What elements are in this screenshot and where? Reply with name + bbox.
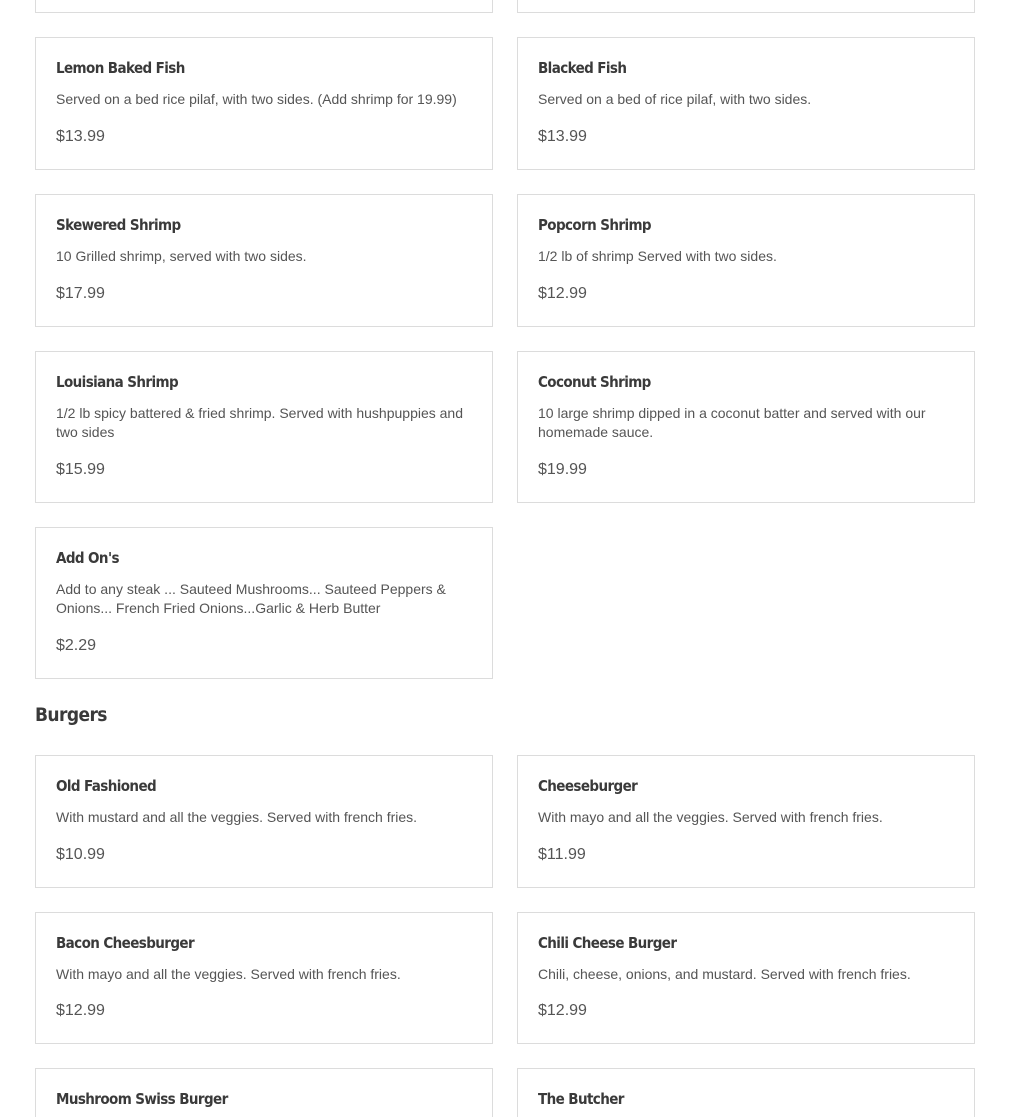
menu-item-card[interactable] [35,194,493,327]
menu-item-name: Mushroom Swiss Burger [56,1090,228,1108]
menu-item-price: $13.99 [538,128,587,145]
menu-item-price: $12.99 [538,1002,587,1019]
menu-item-name: Cheeseburger [538,777,638,795]
menu-item-name: Lemon Baked Fish [56,59,185,77]
menu-item-name: Chili Cheese Burger [538,934,677,952]
menu-item-description: With mayo and all the veggies. Served with french fries. [56,966,401,982]
menu-item-description: With mustard and all the veggies. Served with french fries. [56,809,418,825]
menu-item-card[interactable] [517,194,975,327]
menu-item-price: $15.99 [56,461,105,478]
menu-item-name: Blacked Fish [538,59,627,77]
menu-item-price: $12.99 [56,1002,105,1019]
menu-item-card[interactable] [35,37,493,170]
menu-item-name: Louisiana Shrimp [56,373,179,391]
menu-item-card[interactable] [35,1068,493,1117]
menu-item-price: $2.29 [56,637,97,654]
menu-item-name: Add On's [56,549,119,567]
menu-item-price: $19.99 [538,461,587,478]
menu-item-description: 10 large shrimp dipped in a coconut batter and served with our homemade sauce. [538,405,926,440]
menu-item-price: $12.99 [538,285,587,302]
menu-item-name: Bacon Cheesburger [56,934,195,952]
menu-item-price: $13.99 [56,128,105,145]
menu-item-description: Served on a bed of rice pilaf, with two sides. [538,91,812,107]
menu-item-description: With mayo and all the veggies. Served with french fries. [538,809,883,825]
section-title-burgers: Burgers [35,704,107,726]
menu-item-price: $10.99 [56,846,105,863]
menu-item-card[interactable] [517,912,975,1044]
menu-item-card[interactable] [517,755,975,888]
menu-item-description: 10 Grilled shrimp, served with two sides. [56,248,307,264]
menu-item-card[interactable] [35,912,493,1044]
menu-item-card[interactable] [35,755,493,888]
menu-item-name: Old Fashioned [56,777,157,795]
menu-item-price: $11.99 [538,846,586,863]
menu-item-description: Add to any steak ... Sauteed Mushrooms... Sauteed Peppers & Onions... French Fried Onions...Garlic & Herb Butter [56,581,446,616]
menu-item-name: Popcorn Shrimp [538,216,651,234]
menu-item-description: 1/2 lb spicy battered & fried shrimp. Served with hushpuppies and two sides [56,405,464,440]
menu-item-description: 1/2 lb of shrimp Served with two sides. [538,248,777,264]
menu-item-description: Chili, cheese, onions, and mustard. Served with french fries. [538,966,911,982]
menu-item-price: $17.99 [56,285,105,302]
menu-item-name: Skewered Shrimp [56,216,181,234]
menu-item-description: Served on a bed rice pilaf, with two sides. (Add shrimp for 19.99) [56,91,457,107]
menu-item-card[interactable] [35,527,493,679]
menu-item-card-partial[interactable] [517,0,975,13]
menu-item-card[interactable] [517,1068,975,1117]
menu-item-card[interactable] [35,351,493,503]
menu-item-name: The Butcher [538,1090,624,1108]
menu-item-name: Coconut Shrimp [538,373,651,391]
menu-item-card-partial[interactable] [35,0,493,13]
menu-item-card[interactable] [517,351,975,503]
menu-item-card[interactable] [517,37,975,170]
